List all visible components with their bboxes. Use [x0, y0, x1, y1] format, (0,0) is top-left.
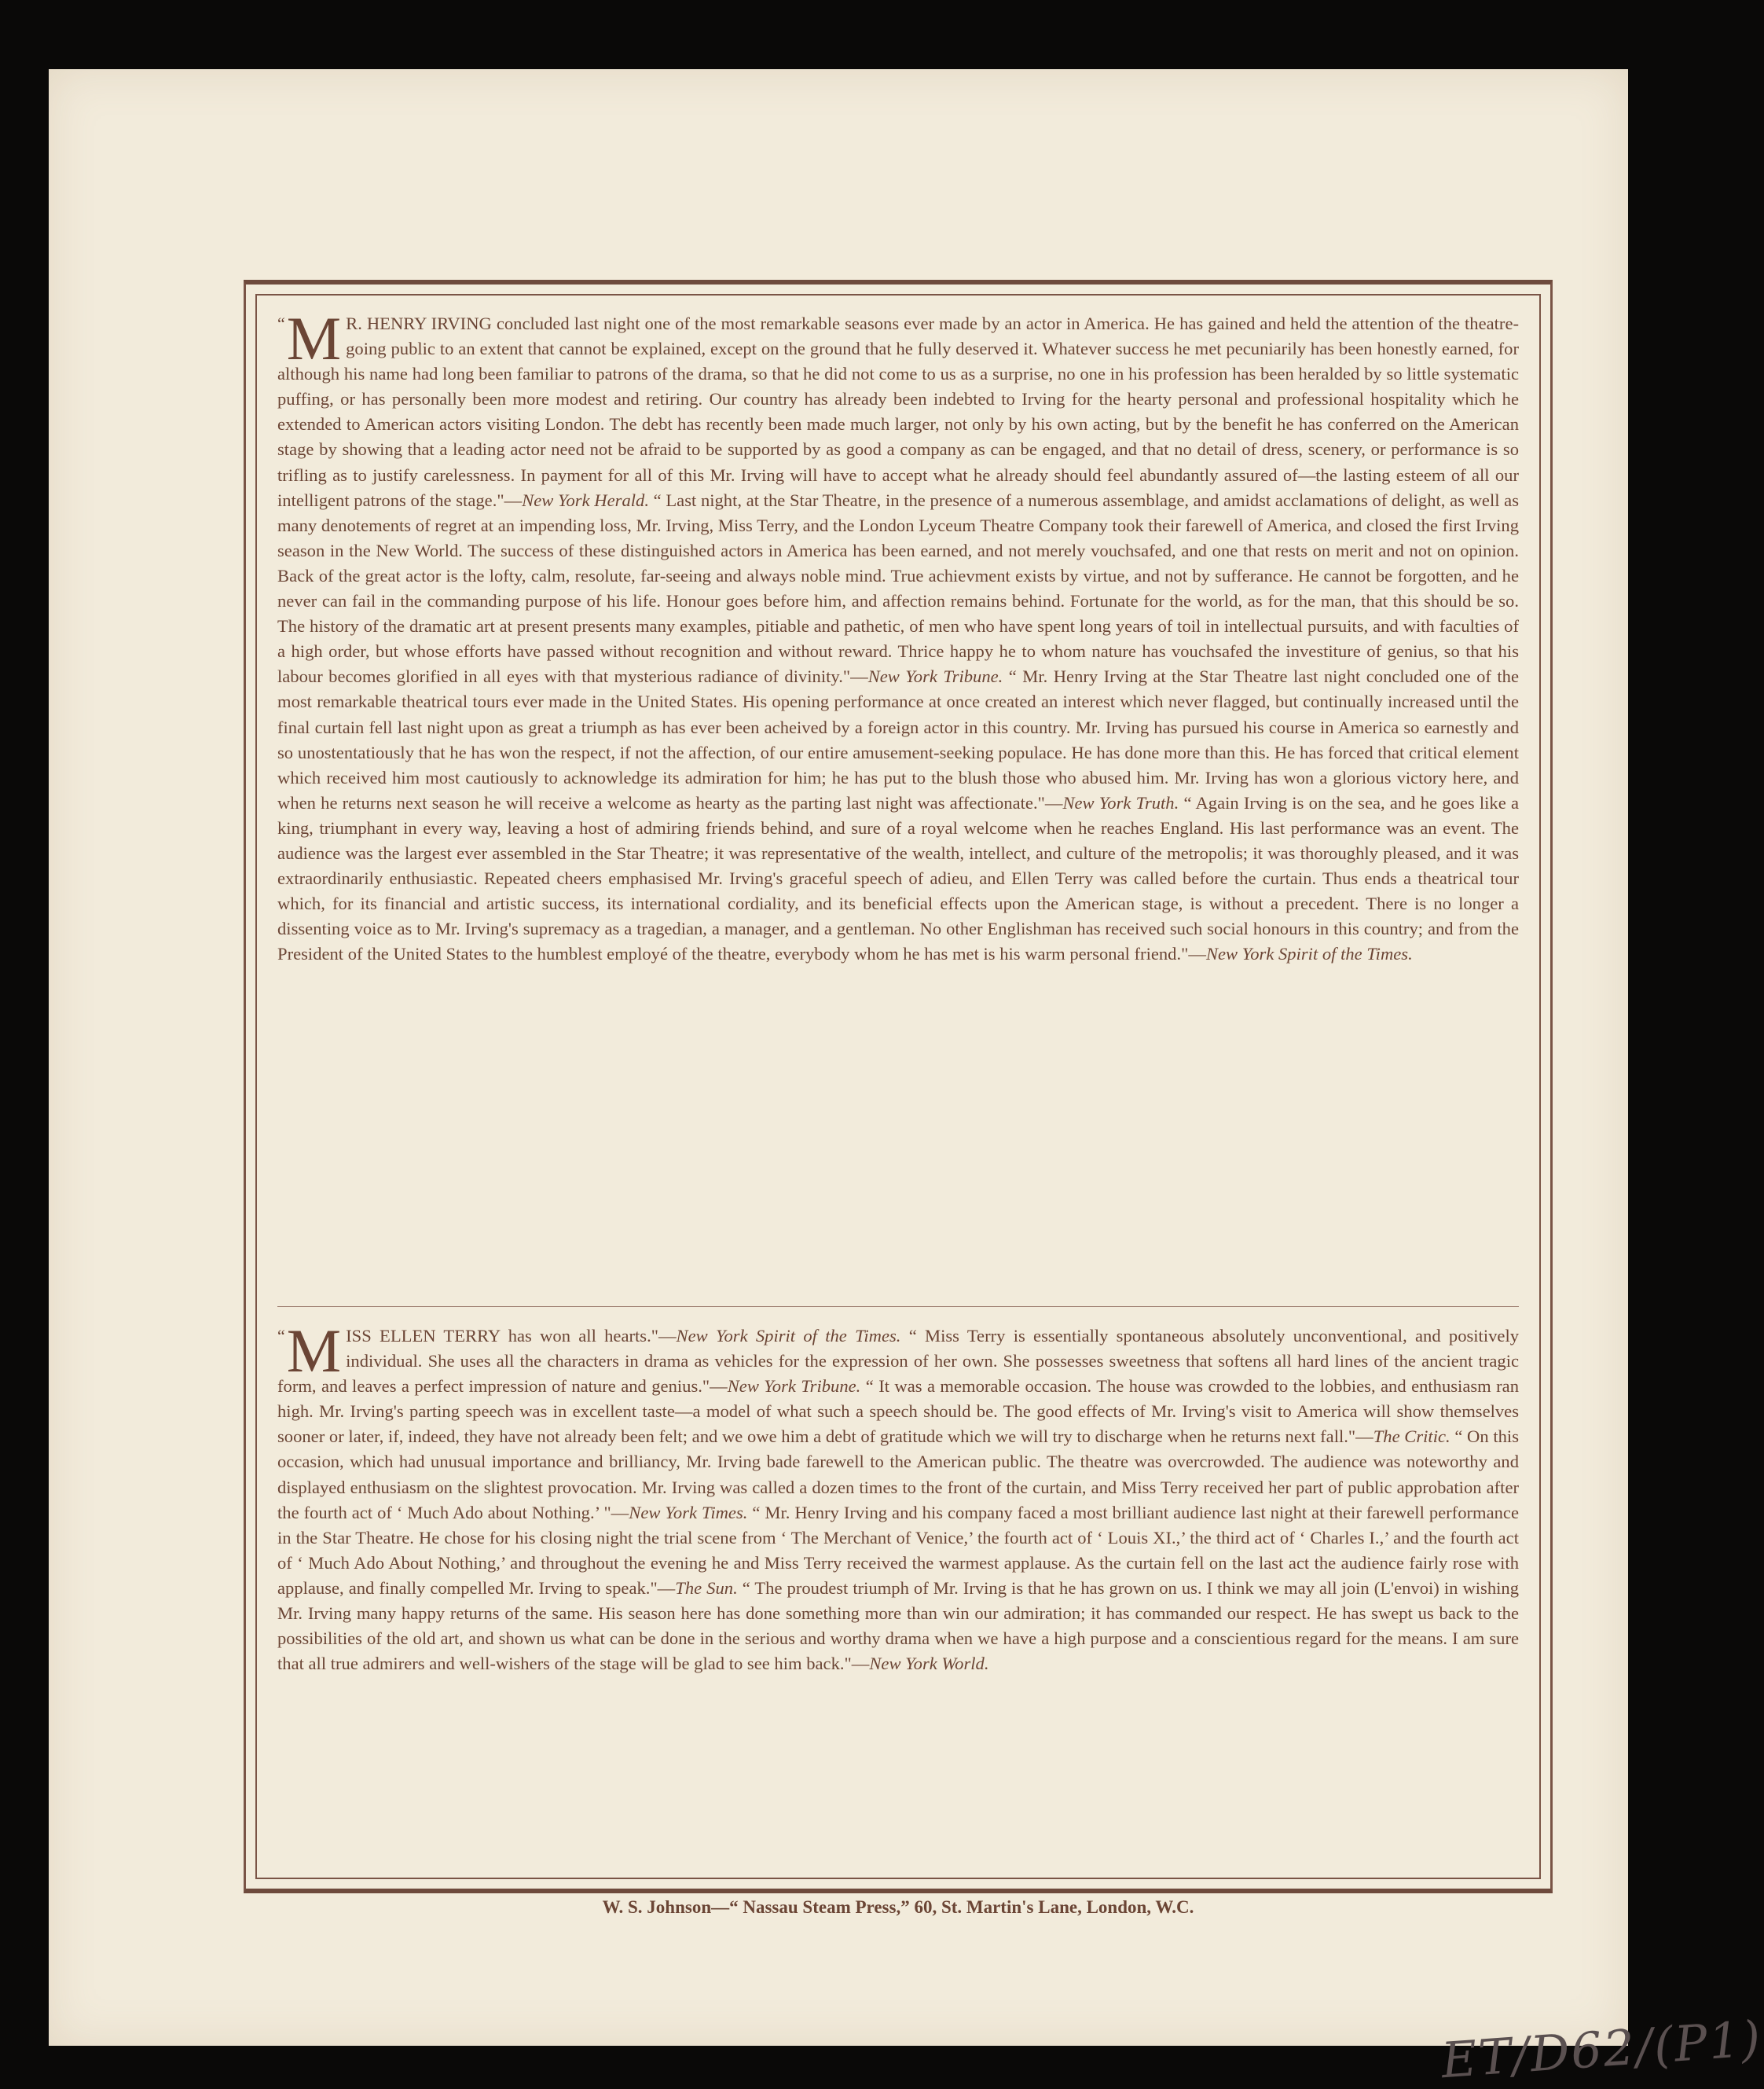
- lead-name: ISS ELLEN TERRY: [346, 1326, 501, 1346]
- printer-imprint: W. S. Johnson—“ Nassau Steam Press,” 60, St. Martin's Lane, London, W.C.: [602, 1897, 1194, 1917]
- review-source: New York Spirit of the Times.: [676, 1326, 901, 1346]
- lead-name: R. HENRY IRVING: [346, 314, 492, 333]
- review-text: “ Mr. Henry Irving and his company faced a most brilliant audience last night at their farewell performance in the Star Theatre. He chose for his closing night the trial scene from ‘ The Merchant of Venice,’ the fourth act of ‘ Louis XI.,’ the third act of ‘ Charles I.,’ and the fourth act of ‘ Much Ado About Nothing,’ and throughout the evening he and Miss Terry received the warmest applause. As the curtain fell on the last act the audience fairly rose with applause, and finally compelled Mr. Irving to speak."—: [277, 1502, 1519, 1598]
- review-text: concluded last night one of the most remarkable seasons ever made by an actor in America. He has gained and held the attention of the theatre-going public to an extent that cannot be explained, except on the ground that he fully deserved it. Whatever success he met pecuniarily has been honestly earned, for although his name had long been familiar to patrons of the drama, so that he did not come to us as a surprise, no one in his profession has been heralded by so little systematic puffing, or has personally been more modest and retiring. Our country has already been indebted to Irving for the hearty personal and professional hospitality which he extended to American actors visiting London. The debt has recently been made much larger, not only by his own acting, but by the benefit he has conferred on the American stage by showing that a leading actor need not be afraid to be supported by as good a company as can be engaged, and that no detail of dress, scenery, or performance is so trifling as to justify carelessness. In payment for all of this Mr. Irving will have to accept what he already should feel abundantly assured of—the lasting esteem of all our intelligent patrons of the stage."—: [277, 314, 1519, 510]
- review-source: The Critic.: [1373, 1426, 1450, 1447]
- opening-quote: “: [277, 1326, 285, 1346]
- review-text: “ The proudest triumph of Mr. Irving is that he has grown on us. I think we may all join (L'envoi) in wishing Mr. Irving many happy returns of the same. His season here has done something more than win our admiration; it has commanded our respect. He has swept us back to the possibilities of the old art, and shown us what can be done in the serious and worthy drama when we have a high purpose and a conscientious regard for the means. I am sure that all true admirers and well-wishers of the stage will be glad to see him back."—: [277, 1577, 1519, 1674]
- review-text: “ Miss Terry is essentially spontaneous absolutely unconventional, and positively individual. She uses all the characters in drama as vehicles for the expression of her own. She possesses sweetness that softens all hard lines of the ancient tragic form, and leaves a perfect impression of nature and genius."—: [277, 1326, 1520, 1397]
- archive-shelfmark: ET/D62/(P1): [1439, 2009, 1764, 2089]
- review-text: “ Again Irving is on the sea, and he goes like a king, triumphant in every way, leaving a host of admiring friends behind, and sure of a royal welcome when he reaches England. His last performance was an event. The audience was the largest ever assembled in the Star Theatre; it was representative of the wealth, intellect, and culture of the metropolis; it was thoroughly pleased, and it was extraordinarily enthusiastic. Repeated cheers emphasised Mr. Irving's graceful speech of adieu, and Ellen Terry was called before the curtain. Thus ends a theatrical tour which, for its financial and artistic success, its international cordiality, and its beneficial effects upon the American stage, is without a precedent. There is no longer a dissenting voice as to Mr. Irving's supremacy as a tragedian, a manager, and a gentleman. No other Englishman has received such social honours in this country; and from the President of the United States to the humblest employé of the theatre, everybody whom he has met is his warm personal friend."—: [277, 792, 1519, 964]
- text-frame: [244, 280, 1553, 1893]
- drop-cap: M: [286, 304, 342, 373]
- section-divider: [277, 1306, 1519, 1307]
- review-text: “ Last night, at the Star Theatre, in the presence of a numerous assemblage, and amidst acclamations of delight, as well as many denotements of regret at an impending loss, Mr. Irving, Miss Terry, and the London Lyceum Theatre Company took their farewell of America, and closed the first Irving season in the New World. The success of these distinguished actors in America has been earned, and not merely vouchsafed, and one that rests on merit and not on opinion. Back of the great actor is the lofty, calm, resolute, far-seeing and always noble mind. True achievment exists by virtue, and not by sufferance. He cannot be forgotten, and he never can fail in the commanding purpose of his life. Honour goes before him, and affection remains behind. Fortunate for the world, as for the man, that this should be so. The history of the dramatic art at present presents many examples, pitiable and pathetic, of men who have spent long years of toil in intellectual pursuits, and with faculties of a high order, but whose efforts have passed without recognition and without reward. Thrice happy he to whom nature has vouchsafed the investiture of genius, so that his labour becomes glorified in all eyes with that mysterious radiance of divinity."—: [277, 490, 1520, 687]
- review-text: “ It was a memorable occasion. The house was crowded to the lobbies, and enthusiasm ran high. Mr. Irving's parting speech was in excellent taste—a model of what such a speech should be. The good effects of Mr. Irving's visit to America will show themselves sooner or later, if, indeed, they have not already been felt; and we owe him a debt of gratitude which we will try to discharge when he returns next fall."—: [277, 1376, 1520, 1447]
- review-source: New York Tribune.: [727, 1376, 861, 1397]
- review-source: New York Spirit of the Times.: [1205, 944, 1413, 964]
- review-source: New York Herald.: [522, 490, 649, 510]
- terry-reviews-block: [277, 1316, 1520, 1676]
- review-source: New York Truth.: [1062, 792, 1179, 813]
- review-text: “ Mr. Henry Irving at the Star Theatre last night concluded one of the most remarkable theatrical tours ever made in the United States. His opening performance at once created an interest which never flagged, but continually increased until the final curtain fell last night upon as great a triumph as has ever been acheived by a foreign actor in this country. Mr. Irving has pursued his course in America so earnestly and so unostentatiously that he has won the respect, if not the affection, of our entire amusement-seeking populace. He has done more than this. He has forced that critical element which received him most cautiously to acknowledge its admiration for him; he has put to the blush those who abused him. Mr. Irving has won a glorious victory here, and when he returns next season he will receive a welcome as hearty as the parting last night was affectionate."—: [277, 666, 1519, 813]
- review-source: New York Tribune.: [867, 666, 1003, 687]
- opening-quote: “: [277, 314, 285, 333]
- review-text: “ On this occasion, which had unusual importance and brilliancy, Mr. Irving bade farewell to the American public. The theatre was overcrowded. The audience was noteworthy and displayed enthusiasm on the slightest provocation. Mr. Irving was called a dozen times to the front of the curtain, and Miss Terry received her part of public approbation after the fourth act of ‘ Much Ado about Nothing.’ "—: [277, 1426, 1519, 1522]
- paper-sheet: [49, 69, 1764, 2089]
- irving-reviews-block: [277, 304, 1520, 967]
- review-text: has won all hearts."—: [508, 1326, 677, 1346]
- review-source: The Sun.: [675, 1577, 738, 1598]
- drop-cap: M: [286, 1316, 342, 1385]
- review-source: New York World.: [869, 1654, 989, 1674]
- review-source: New York Times.: [629, 1502, 748, 1522]
